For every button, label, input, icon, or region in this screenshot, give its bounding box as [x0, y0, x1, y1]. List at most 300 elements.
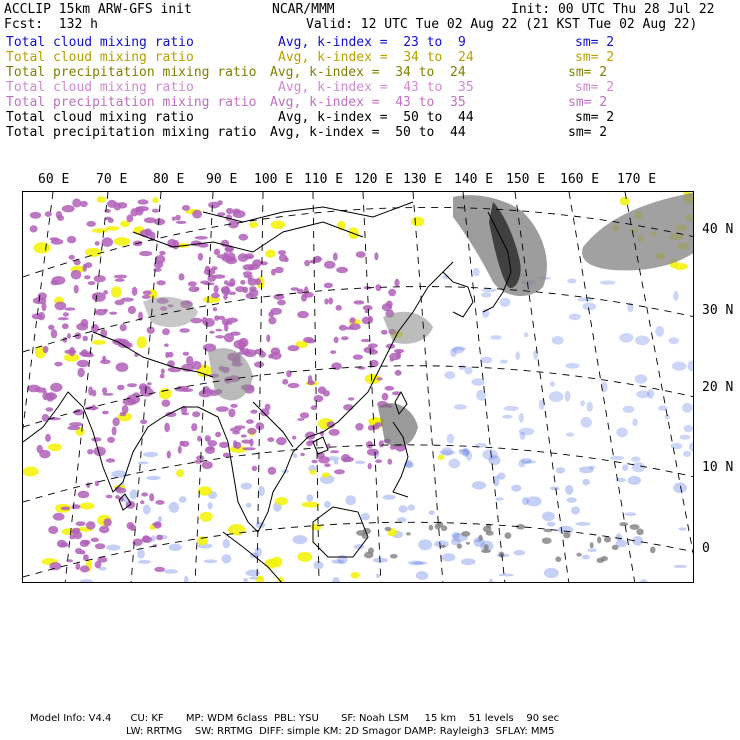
blue-cloud-blob [582, 479, 590, 486]
purple-cloud-blob [228, 409, 235, 418]
blue-cloud-blob [575, 522, 590, 526]
yellow-cloud-blob [97, 196, 106, 203]
purple-cloud-blob [120, 324, 127, 331]
purple-cloud-blob [259, 351, 266, 358]
legend-row-7-sm: sm= 2 [568, 125, 608, 140]
blue-cloud-blob [567, 279, 576, 284]
blue-cloud-blob [138, 560, 151, 564]
legend-row-5-field: Total precipitation mixing ratio [6, 95, 257, 110]
yellow-cloud-blob [411, 217, 424, 227]
gray-cloud-blob [604, 536, 611, 542]
legend-row-7-field: Total precipitation mixing ratio [6, 125, 257, 140]
legend-row-4-avg: Avg, k-index = 43 to 35 [278, 80, 474, 95]
purple-cloud-blob [77, 360, 90, 367]
gray-cloud-blob [505, 532, 512, 539]
purple-cloud-blob [55, 302, 67, 311]
yellow-cloud-blob [92, 228, 108, 233]
purple-cloud-blob [37, 445, 43, 453]
purple-cloud-blob [304, 260, 310, 266]
blue-cloud-blob [631, 456, 641, 461]
yellow-cloud-blob [302, 502, 319, 508]
purple-cloud-blob [215, 335, 224, 338]
purple-cloud-blob [27, 385, 40, 393]
purple-cloud-blob [80, 565, 90, 572]
lon-label-70e: 70 E [96, 172, 128, 187]
blue-cloud-blob [246, 503, 251, 508]
blue-cloud-blob [495, 497, 503, 500]
purple-cloud-blob [147, 382, 152, 385]
blue-cloud-blob [416, 571, 429, 580]
blue-cloud-blob [472, 481, 486, 489]
yellow-cloud-blob [249, 222, 258, 228]
yellow-cloud-blob [311, 524, 322, 531]
purple-cloud-blob [214, 285, 219, 293]
purple-cloud-blob [356, 251, 366, 258]
legend-row-3-avg: Avg, k-index = 34 to 24 [270, 65, 466, 80]
blue-cloud-blob [482, 309, 489, 318]
purple-cloud-blob [80, 201, 88, 207]
blue-cloud-blob [408, 504, 415, 510]
purple-cloud-blob [314, 395, 324, 402]
blue-cloud-blob [146, 476, 161, 480]
blue-cloud-blob [106, 545, 120, 551]
blue-cloud-blob [221, 554, 231, 563]
blue-cloud-blob [164, 569, 178, 574]
purple-cloud-blob [363, 305, 373, 311]
gray-cloud-east-china-sea [383, 312, 433, 344]
purple-cloud-blob [80, 550, 86, 554]
purple-cloud-blob [382, 393, 389, 401]
blue-cloud-blob [361, 513, 370, 520]
lat-label-30n: 30 N [702, 303, 734, 318]
blue-cloud-blob [499, 574, 514, 577]
purple-cloud-blob [67, 333, 71, 339]
blue-cloud-blob [80, 579, 94, 583]
purple-cloud-blob [42, 391, 48, 400]
purple-cloud-blob [106, 495, 113, 499]
purple-cloud-blob [214, 249, 220, 256]
blue-cloud-blob [447, 434, 454, 444]
purple-cloud-blob [84, 275, 91, 279]
purple-cloud-blob [95, 561, 102, 568]
purple-cloud-blob [343, 457, 354, 462]
purple-cloud-blob [53, 513, 65, 521]
purple-cloud-blob [314, 256, 322, 263]
purple-cloud-blob [114, 300, 124, 305]
yellow-cloud-blob [114, 237, 130, 246]
purple-cloud-blob [266, 334, 270, 342]
purple-cloud-blob [297, 289, 304, 294]
purple-cloud-blob [334, 337, 339, 344]
purple-cloud-blob [268, 317, 276, 325]
purple-cloud-blob [213, 307, 218, 311]
blue-cloud-blob [466, 451, 472, 461]
purple-cloud-blob [324, 463, 331, 467]
blue-cloud-blob [673, 565, 687, 568]
blue-cloud-blob [241, 483, 252, 490]
init-time: Init: 00 UTC Thu 28 Jul 22 [511, 2, 715, 17]
yellow-cloud-blob [271, 221, 285, 230]
yellow-cloud-blob [48, 443, 62, 451]
blue-cloud-blob [549, 391, 563, 402]
purple-cloud-blob [183, 352, 189, 356]
purple-cloud-blob [112, 426, 117, 435]
purple-cloud-blob [172, 217, 176, 221]
purple-cloud-blob [361, 339, 371, 342]
blue-cloud-blob [137, 461, 148, 464]
purple-cloud-blob [208, 202, 220, 209]
blue-cloud-blob [542, 512, 555, 522]
blue-cloud-blob [355, 461, 365, 465]
purple-cloud-blob [197, 436, 202, 442]
purple-cloud-blob [46, 407, 54, 412]
blue-cloud-blob [600, 281, 616, 285]
purple-cloud-blob [379, 440, 384, 447]
purple-cloud-blob [329, 429, 340, 436]
blue-cloud-blob [550, 486, 560, 490]
blue-cloud-blob [143, 452, 158, 457]
blue-cloud-blob [616, 533, 622, 541]
purple-cloud-blob [137, 199, 148, 204]
lat-label-40n: 40 N [702, 222, 734, 237]
blue-cloud-blob [292, 535, 307, 544]
purple-cloud-blob [69, 255, 75, 260]
purple-cloud-blob [292, 436, 296, 440]
purple-cloud-blob [297, 418, 304, 421]
purple-cloud-blob [139, 251, 152, 256]
purple-cloud-blob [368, 463, 372, 470]
blue-cloud-blob [582, 555, 590, 560]
purple-cloud-blob [63, 312, 69, 316]
purple-cloud-blob [353, 300, 364, 304]
purple-cloud-blob [300, 412, 309, 418]
purple-cloud-blob [202, 317, 207, 325]
purple-cloud-blob [334, 469, 345, 474]
blue-cloud-blob [345, 495, 356, 505]
lat-label-10n: 10 N [702, 460, 734, 475]
gray-cloud-blob [461, 531, 470, 537]
yellow-cloud-blob [85, 248, 102, 257]
purple-cloud-blob [50, 383, 62, 392]
purple-cloud-blob [72, 198, 81, 207]
purple-cloud-blob [297, 311, 309, 318]
purple-cloud-blob [366, 441, 373, 449]
legend-row-3-sm: sm= 2 [568, 65, 608, 80]
purple-cloud-blob [92, 292, 105, 302]
blue-cloud-blob [448, 459, 460, 469]
purple-cloud-blob [154, 521, 162, 528]
purple-cloud-blob [164, 343, 169, 347]
purple-cloud-blob [112, 417, 119, 426]
purple-cloud-blob [381, 330, 388, 335]
model-info-line-2: LW: RRTMG SW: RRTMG DIFF: simple KM: 2D Smagor DAMP: Rayleigh3 SFLAY: MM5 [126, 726, 555, 737]
purple-cloud-blob [230, 332, 241, 336]
lon-label-100e: 100 E [254, 172, 294, 187]
blue-cloud-blob [580, 400, 585, 406]
purple-cloud-blob [156, 535, 163, 541]
blue-cloud-blob [688, 361, 695, 372]
purple-cloud-blob [157, 280, 166, 285]
purple-cloud-blob [179, 273, 185, 280]
purple-cloud-blob [341, 336, 349, 340]
yellow-cloud-blob [275, 497, 288, 505]
purple-cloud-blob [348, 397, 355, 400]
blue-cloud-blob [571, 506, 580, 514]
purple-cloud-blob [221, 288, 226, 294]
purple-cloud-blob [233, 210, 246, 218]
purple-cloud-blob [288, 345, 300, 351]
purple-cloud-blob [78, 491, 90, 499]
purple-cloud-blob [95, 543, 105, 549]
blue-cloud-blob [567, 497, 577, 503]
purple-cloud-blob [161, 368, 165, 374]
purple-cloud-blob [239, 234, 249, 241]
yellow-cloud-blob [159, 388, 172, 399]
blue-cloud-blob [429, 510, 435, 515]
purple-cloud-blob [377, 377, 383, 380]
purple-cloud-blob [241, 440, 252, 444]
purple-cloud-blob [204, 389, 215, 393]
purple-cloud-blob [103, 518, 111, 526]
legend-row-2-avg: Avg, k-index = 34 to 24 [278, 50, 474, 65]
blue-cloud-blob [569, 314, 581, 321]
blue-cloud-blob [480, 357, 492, 364]
gray-cloud-blob [597, 537, 601, 544]
blue-cloud-blob [581, 417, 592, 428]
gray-cloud-blob [563, 532, 570, 538]
blue-cloud-blob [623, 406, 635, 413]
purple-cloud-blob [306, 339, 316, 344]
lat-label-0: 0 [702, 541, 710, 556]
purple-cloud-blob [270, 308, 282, 315]
lon-label-150e: 150 E [506, 172, 546, 187]
blue-cloud-blob [465, 367, 473, 375]
lon-label-170e: 170 E [617, 172, 657, 187]
purple-cloud-blob [278, 250, 286, 255]
gray-cloud-blob [440, 545, 446, 548]
yellow-cloud-blob [79, 502, 94, 509]
purple-cloud-blob [102, 411, 109, 415]
valid-time: Valid: 12 UTC Tue 02 Aug 22 (21 KST Tue 02 Aug 22) [306, 17, 698, 32]
blue-cloud-blob [632, 462, 645, 472]
blue-cloud-blob [461, 558, 476, 565]
blue-cloud-blob [324, 501, 331, 508]
purple-cloud-blob [247, 428, 256, 435]
purple-cloud-blob [195, 287, 199, 291]
purple-cloud-blob [286, 370, 292, 377]
purple-cloud-blob [349, 317, 355, 323]
yellow-cloud-blob [198, 486, 213, 495]
blue-cloud-blob [481, 292, 491, 298]
purple-cloud-blob [211, 293, 220, 299]
purple-cloud-blob [69, 535, 75, 540]
purple-cloud-blob [271, 347, 281, 355]
gray-cloud-blob [619, 522, 628, 526]
blue-cloud-blob [245, 570, 260, 577]
yellow-cloud-blob [297, 552, 312, 562]
yellow-cloud-blob [200, 512, 213, 522]
blue-cloud-blob [669, 337, 680, 344]
blue-cloud-blob [547, 522, 556, 527]
blue-cloud-blob [544, 568, 559, 578]
blue-cloud-blob [208, 502, 213, 509]
yellow-cloud-blob [264, 559, 278, 569]
gray-cloud-blob [636, 529, 643, 536]
blue-cloud-blob [533, 350, 538, 360]
purple-cloud-blob [48, 325, 54, 330]
purple-cloud-blob [181, 412, 189, 415]
purple-cloud-blob [368, 425, 374, 431]
purple-cloud-blob [276, 437, 287, 445]
purple-cloud-blob [230, 404, 237, 408]
purple-cloud-blob [196, 455, 204, 460]
yellow-cloud-blob [673, 263, 688, 270]
legend-row-2-sm: sm= 2 [575, 50, 615, 65]
yellow-cloud-blob [351, 572, 360, 579]
purple-cloud-blob [226, 208, 233, 214]
purple-cloud-blob [164, 423, 170, 433]
blue-cloud-blob [500, 298, 511, 307]
purple-cloud-blob [106, 458, 115, 462]
yellow-cloud-blob [152, 197, 158, 203]
purple-cloud-blob [241, 434, 247, 437]
purple-cloud-blob [135, 206, 149, 211]
gray-cloud-blob [590, 542, 594, 548]
purple-cloud-blob [140, 500, 144, 504]
legend-row-1-avg: Avg, k-index = 23 to 9 [278, 35, 466, 50]
yellow-cloud-blob [310, 470, 316, 475]
purple-cloud-blob [323, 390, 330, 396]
purple-cloud-blob [324, 261, 336, 269]
purple-cloud-blob [51, 239, 64, 245]
purple-cloud-blob [102, 387, 107, 394]
blue-cloud-blob [504, 406, 519, 411]
blue-cloud-blob [682, 403, 692, 413]
purple-cloud-blob [88, 281, 96, 285]
blue-cloud-blob [334, 460, 339, 465]
purple-cloud-blob [242, 287, 248, 293]
gray-cloud-blob [542, 538, 552, 544]
purple-cloud-blob [45, 211, 52, 217]
blue-cloud-blob [522, 497, 529, 505]
purple-cloud-blob [48, 526, 58, 534]
purple-cloud-blob [143, 290, 152, 295]
blue-cloud-blob [550, 381, 555, 387]
blue-cloud-blob [137, 549, 145, 558]
purple-cloud-blob [60, 542, 68, 547]
purple-cloud-blob [324, 283, 333, 289]
blue-cloud-blob [383, 495, 396, 500]
purple-cloud-blob [91, 324, 99, 333]
purple-cloud-blob [191, 423, 197, 431]
purple-cloud-blob [252, 259, 262, 267]
purple-cloud-blob [155, 500, 164, 505]
purple-cloud-blob [215, 329, 222, 332]
purple-cloud-blob [42, 302, 47, 311]
purple-cloud-blob [386, 301, 393, 308]
purple-cloud-blob [103, 393, 114, 396]
purple-cloud-blob [300, 453, 305, 457]
purple-cloud-blob [81, 349, 88, 357]
blue-cloud-blob [398, 505, 407, 513]
yellow-cloud-blob [106, 226, 120, 231]
yellow-cloud-blob [322, 472, 331, 477]
purple-cloud-blob [76, 521, 86, 526]
gray-cloud-blob [650, 547, 656, 554]
legend-row-6-sm: sm= 2 [575, 110, 615, 125]
meridian-120e [363, 192, 381, 583]
purple-cloud-blob [43, 346, 49, 353]
purple-cloud-blob [71, 504, 80, 509]
purple-cloud-blob [116, 362, 129, 372]
purple-cloud-blob [54, 362, 62, 367]
purple-cloud-blob [92, 390, 97, 397]
purple-cloud-blob [102, 237, 114, 247]
yellow-cloud-blob [111, 286, 122, 298]
purple-cloud-blob [242, 447, 255, 450]
lon-label-130e: 130 E [403, 172, 443, 187]
blue-cloud-blob [524, 332, 529, 337]
gray-cloud-blob [390, 554, 398, 559]
purple-cloud-blob [100, 360, 111, 365]
purple-cloud-blob [179, 328, 190, 333]
lon-label-140e: 140 E [454, 172, 494, 187]
model-info-line-1: Model Info: V4.4 CU: KF MP: WDM 6class PBL: YSU SF: Noah LSM 15 km 51 levels 90 sec [30, 713, 560, 724]
purple-cloud-blob [149, 493, 154, 501]
purple-cloud-blob [85, 262, 93, 268]
blue-cloud-blob [552, 336, 564, 345]
purple-cloud-blob [142, 535, 150, 542]
blue-cloud-blob [689, 442, 694, 451]
purple-cloud-blob [282, 379, 288, 385]
purple-cloud-blob [192, 411, 200, 417]
purple-cloud-blob [328, 297, 333, 304]
blue-cloud-blob [683, 451, 691, 457]
gray-cloud-blob [597, 558, 605, 563]
purple-cloud-blob [30, 212, 42, 219]
purple-cloud-blob [254, 361, 264, 367]
lon-label-110e: 110 E [304, 172, 344, 187]
blue-cloud-blob [158, 516, 163, 522]
purple-cloud-blob [159, 251, 165, 256]
purple-cloud-blob [132, 287, 138, 296]
blue-cloud-blob [636, 391, 650, 399]
purple-cloud-blob [288, 383, 300, 388]
gray-cloud-blob [612, 545, 619, 550]
blue-cloud-blob [565, 391, 571, 402]
blue-cloud-blob [635, 336, 649, 346]
purple-cloud-blob [388, 289, 396, 297]
legend-row-3-field: Total precipitation mixing ratio [6, 65, 257, 80]
purple-cloud-blob [95, 241, 100, 246]
gray-cloud-blob [457, 544, 462, 549]
purple-cloud-blob [219, 442, 229, 448]
purple-cloud-blob [362, 317, 371, 325]
legend-row-2-field: Total cloud mixing ratio [6, 50, 194, 65]
blue-cloud-blob [519, 428, 534, 436]
gray-cloud-blob [406, 532, 411, 535]
purple-cloud-blob [38, 312, 45, 320]
blue-cloud-blob [442, 553, 456, 561]
blue-cloud-blob [513, 550, 525, 556]
purple-cloud-blob [268, 467, 277, 475]
blue-cloud-blob [204, 559, 218, 563]
purple-cloud-blob [343, 404, 353, 410]
purple-cloud-blob [394, 279, 399, 287]
blue-cloud-blob [169, 502, 180, 513]
purple-cloud-blob [395, 370, 402, 376]
gray-cloud-blob [576, 553, 581, 557]
